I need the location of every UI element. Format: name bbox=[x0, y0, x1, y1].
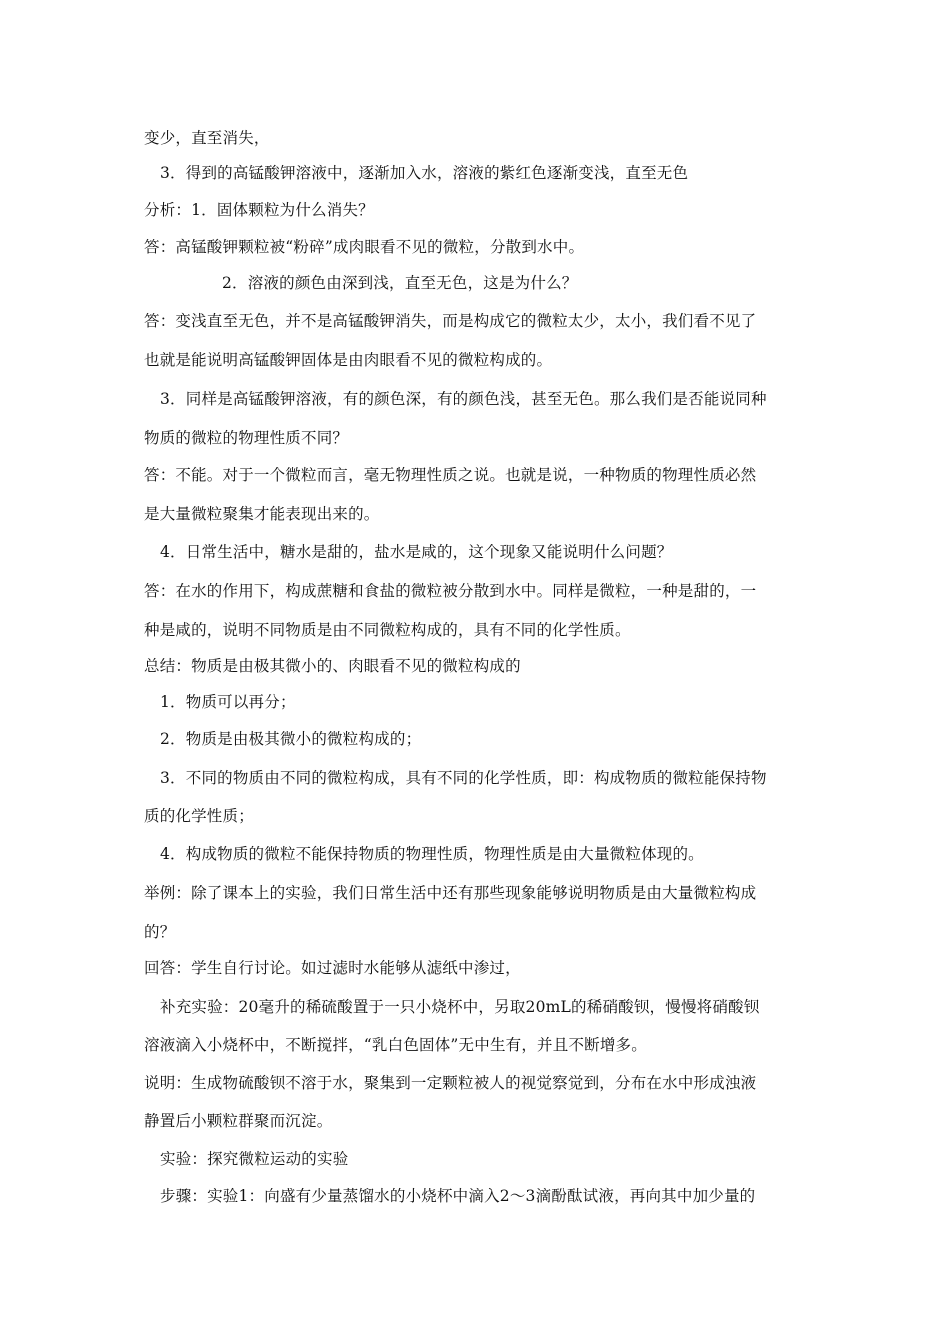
text-line-10: 答：不能。对于一个微粒而言，毫无物理性质之说。也就是说，一种物质的物理性质必然 bbox=[144, 466, 757, 484]
text-line-19: 质的化学性质； bbox=[144, 807, 254, 825]
text-line-29: 步骤：实验1：向盛有少量蒸馏水的小烧杯中滴入2～3滴酚酞试液，再向其中加少量的 bbox=[160, 1187, 756, 1205]
text-line-5: 2．溶液的颜色由深到浅，直至无色，这是为什么？ bbox=[222, 274, 578, 292]
text-line-13: 答：在水的作用下，构成蔗糖和食盐的微粒被分散到水中。同样是微粒，一种是甜的，一 bbox=[144, 582, 757, 600]
text-line-20: 4．构成物质的微粒不能保持物质的物理性质，物理性质是由大量微粒体现的。 bbox=[160, 845, 704, 863]
text-line-12: 4．日常生活中，糖水是甜的，盐水是咸的，这个现象又能说明什么问题？ bbox=[160, 543, 673, 561]
text-line-15: 总结：物质是由极其微小的、肉眼看不见的微粒构成的 bbox=[144, 657, 521, 675]
text-line-27: 静置后小颗粒群聚而沉淀。 bbox=[144, 1112, 333, 1130]
text-line-16: 1．物质可以再分； bbox=[160, 693, 296, 711]
text-line-14: 种是咸的，说明不同物质是由不同微粒构成的，具有不同的化学性质。 bbox=[144, 621, 631, 639]
text-line-25: 溶液滴入小烧杯中，不断搅拌，“乳白色固体”无中生有，并且不断增多。 bbox=[144, 1036, 647, 1054]
text-line-11: 是大量微粒聚集才能表现出来的。 bbox=[144, 505, 380, 523]
text-line-2: 3．得到的高锰酸钾溶液中，逐渐加入水，溶液的紫红色逐渐变浅，直至无色 bbox=[160, 164, 689, 182]
text-line-17: 2．物质是由极其微小的微粒构成的； bbox=[160, 730, 422, 748]
text-line-21: 举例：除了课本上的实验，我们日常生活中还有那些现象能够说明物质是由大量微粒构成 bbox=[144, 884, 757, 902]
text-line-9: 物质的微粒的物理性质不同？ bbox=[144, 429, 349, 447]
text-line-26: 说明：生成物硫酸钡不溶于水，聚集到一定颗粒被人的视觉察觉到，分布在水中形成浊液 bbox=[144, 1074, 757, 1092]
text-line-24: 补充实验：20毫升的稀硫酸置于一只小烧杯中，另取20mL的稀硝酸钡，慢慢将硝酸钡 bbox=[160, 998, 760, 1016]
text-line-8: 3．同样是高锰酸钾溶液，有的颜色深，有的颜色浅，甚至无色。那么我们是否能说同种 bbox=[160, 390, 767, 408]
text-line-7: 也就是能说明高锰酸钾固体是由肉眼看不见的微粒构成的。 bbox=[144, 351, 553, 369]
text-line-4: 答：高锰酸钾颗粒被“粉碎”成肉眼看不见的微粒，分散到水中。 bbox=[144, 238, 585, 256]
text-line-1: 变少，直至消失， bbox=[144, 129, 270, 147]
text-line-28: 实验：探究微粒运动的实验 bbox=[160, 1150, 349, 1168]
text-line-23: 回答：学生自行讨论。如过滤时水能够从滤纸中渗过， bbox=[144, 959, 521, 977]
text-line-3: 分析：1．固体颗粒为什么消失？ bbox=[144, 201, 374, 219]
text-line-22: 的？ bbox=[144, 923, 176, 941]
text-line-6: 答：变浅直至无色，并不是高锰酸钾消失，而是构成它的微粒太少，太小，我们看不见了 bbox=[144, 312, 757, 330]
text-line-18: 3．不同的物质由不同的微粒构成，具有不同的化学性质，即：构成物质的微粒能保持物 bbox=[160, 769, 767, 787]
